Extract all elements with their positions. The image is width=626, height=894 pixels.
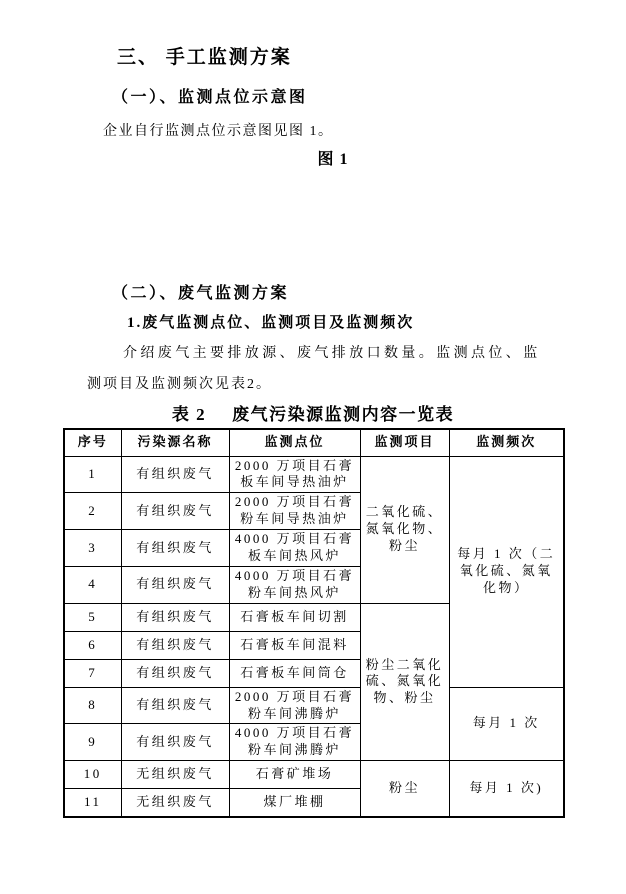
cell-serial-number: 11 [64,789,121,817]
cell-pollution-source: 有组织废气 [121,530,229,567]
cell-pollution-source: 有组织废气 [121,631,229,659]
table2-caption [0,400,626,425]
cell-pollution-source: 有组织废气 [121,724,229,761]
section2-paragraph-line2: 测项目及监测频次见表2。 [87,377,272,392]
cell-serial-number: 7 [64,659,121,687]
table2-caption-title: 废气污染源监测内容一览表 [232,405,455,424]
section1-body-text: 企业自行监测点位示意图见图 1。 [103,124,334,139]
cell-pollution-source: 有组织废气 [121,659,229,687]
waste-gas-monitoring-table [63,428,565,818]
cell-monitoring-point: 2000 万项目石膏板车间导热油炉 [229,456,360,493]
header-monitoring-item: 监测项目 [360,429,449,456]
cell-serial-number: 5 [64,603,121,631]
cell-monitoring-point: 2000 万项目石膏粉车间沸腾炉 [229,687,360,724]
section2-heading: （二）、废气监测方案 [112,285,290,302]
cell-serial-number: 9 [64,724,121,761]
cell-monitoring-frequency: 每月 1 次（二氧化硫、氮氧化物） [449,456,564,687]
cell-monitoring-point: 2000 万项目石膏粉车间导热油炉 [229,493,360,530]
cell-pollution-source: 有组织废气 [121,687,229,724]
figure1-caption: 图 1 [317,151,349,168]
table-row [64,687,564,724]
table-header-row [64,429,564,456]
section1-heading: （一）、监测点位示意图 [112,89,308,106]
table-row [64,456,564,493]
header-serial-number: 序号 [64,429,121,456]
cell-monitoring-point: 石膏板车间筒仓 [229,659,360,687]
cell-monitoring-item: 粉尘二氧化硫、氮氧化物、粉尘 [360,603,449,761]
cell-serial-number: 10 [64,761,121,789]
cell-monitoring-point: 4000 万项目石膏板车间热风炉 [229,530,360,567]
cell-monitoring-item: 粉尘 [360,761,449,817]
cell-serial-number: 8 [64,687,121,724]
cell-monitoring-point: 石膏板车间切割 [229,603,360,631]
cell-pollution-source: 有组织废气 [121,566,229,603]
section2-subheading: 1.废气监测点位、监测项目及监测频次 [127,315,415,331]
header-pollution-source: 污染源名称 [121,429,229,456]
table2-caption-label: 表 2 [171,405,207,424]
figure1-placeholder [80,170,540,270]
cell-pollution-source: 有组织废气 [121,493,229,530]
cell-serial-number: 6 [64,631,121,659]
cell-serial-number: 1 [64,456,121,493]
cell-serial-number: 3 [64,530,121,567]
cell-serial-number: 2 [64,493,121,530]
table-row [64,761,564,789]
section2-paragraph-line1: 介绍废气主要排放源、废气排放口数量。监测点位、监 [123,346,541,361]
cell-monitoring-frequency: 每月 1 次 [449,687,564,761]
cell-pollution-source: 无组织废气 [121,789,229,817]
header-monitoring-frequency: 监测频次 [449,429,564,456]
cell-monitoring-point: 4000 万项目石膏粉车间热风炉 [229,566,360,603]
cell-monitoring-item: 二氧化硫、氮氧化物、粉尘 [360,456,449,603]
cell-monitoring-frequency: 每月 1 次) [449,761,564,817]
cell-pollution-source: 无组织废气 [121,761,229,789]
cell-monitoring-point: 石膏矿堆场 [229,761,360,789]
cell-monitoring-point: 石膏板车间混料 [229,631,360,659]
doc-title: 三、 手工监测方案 [117,47,292,68]
cell-serial-number: 4 [64,566,121,603]
cell-pollution-source: 有组织废气 [121,603,229,631]
header-monitoring-point: 监测点位 [229,429,360,456]
cell-monitoring-point: 煤厂堆棚 [229,789,360,817]
cell-pollution-source: 有组织废气 [121,456,229,493]
cell-monitoring-point: 4000 万项目石膏粉车间沸腾炉 [229,724,360,761]
